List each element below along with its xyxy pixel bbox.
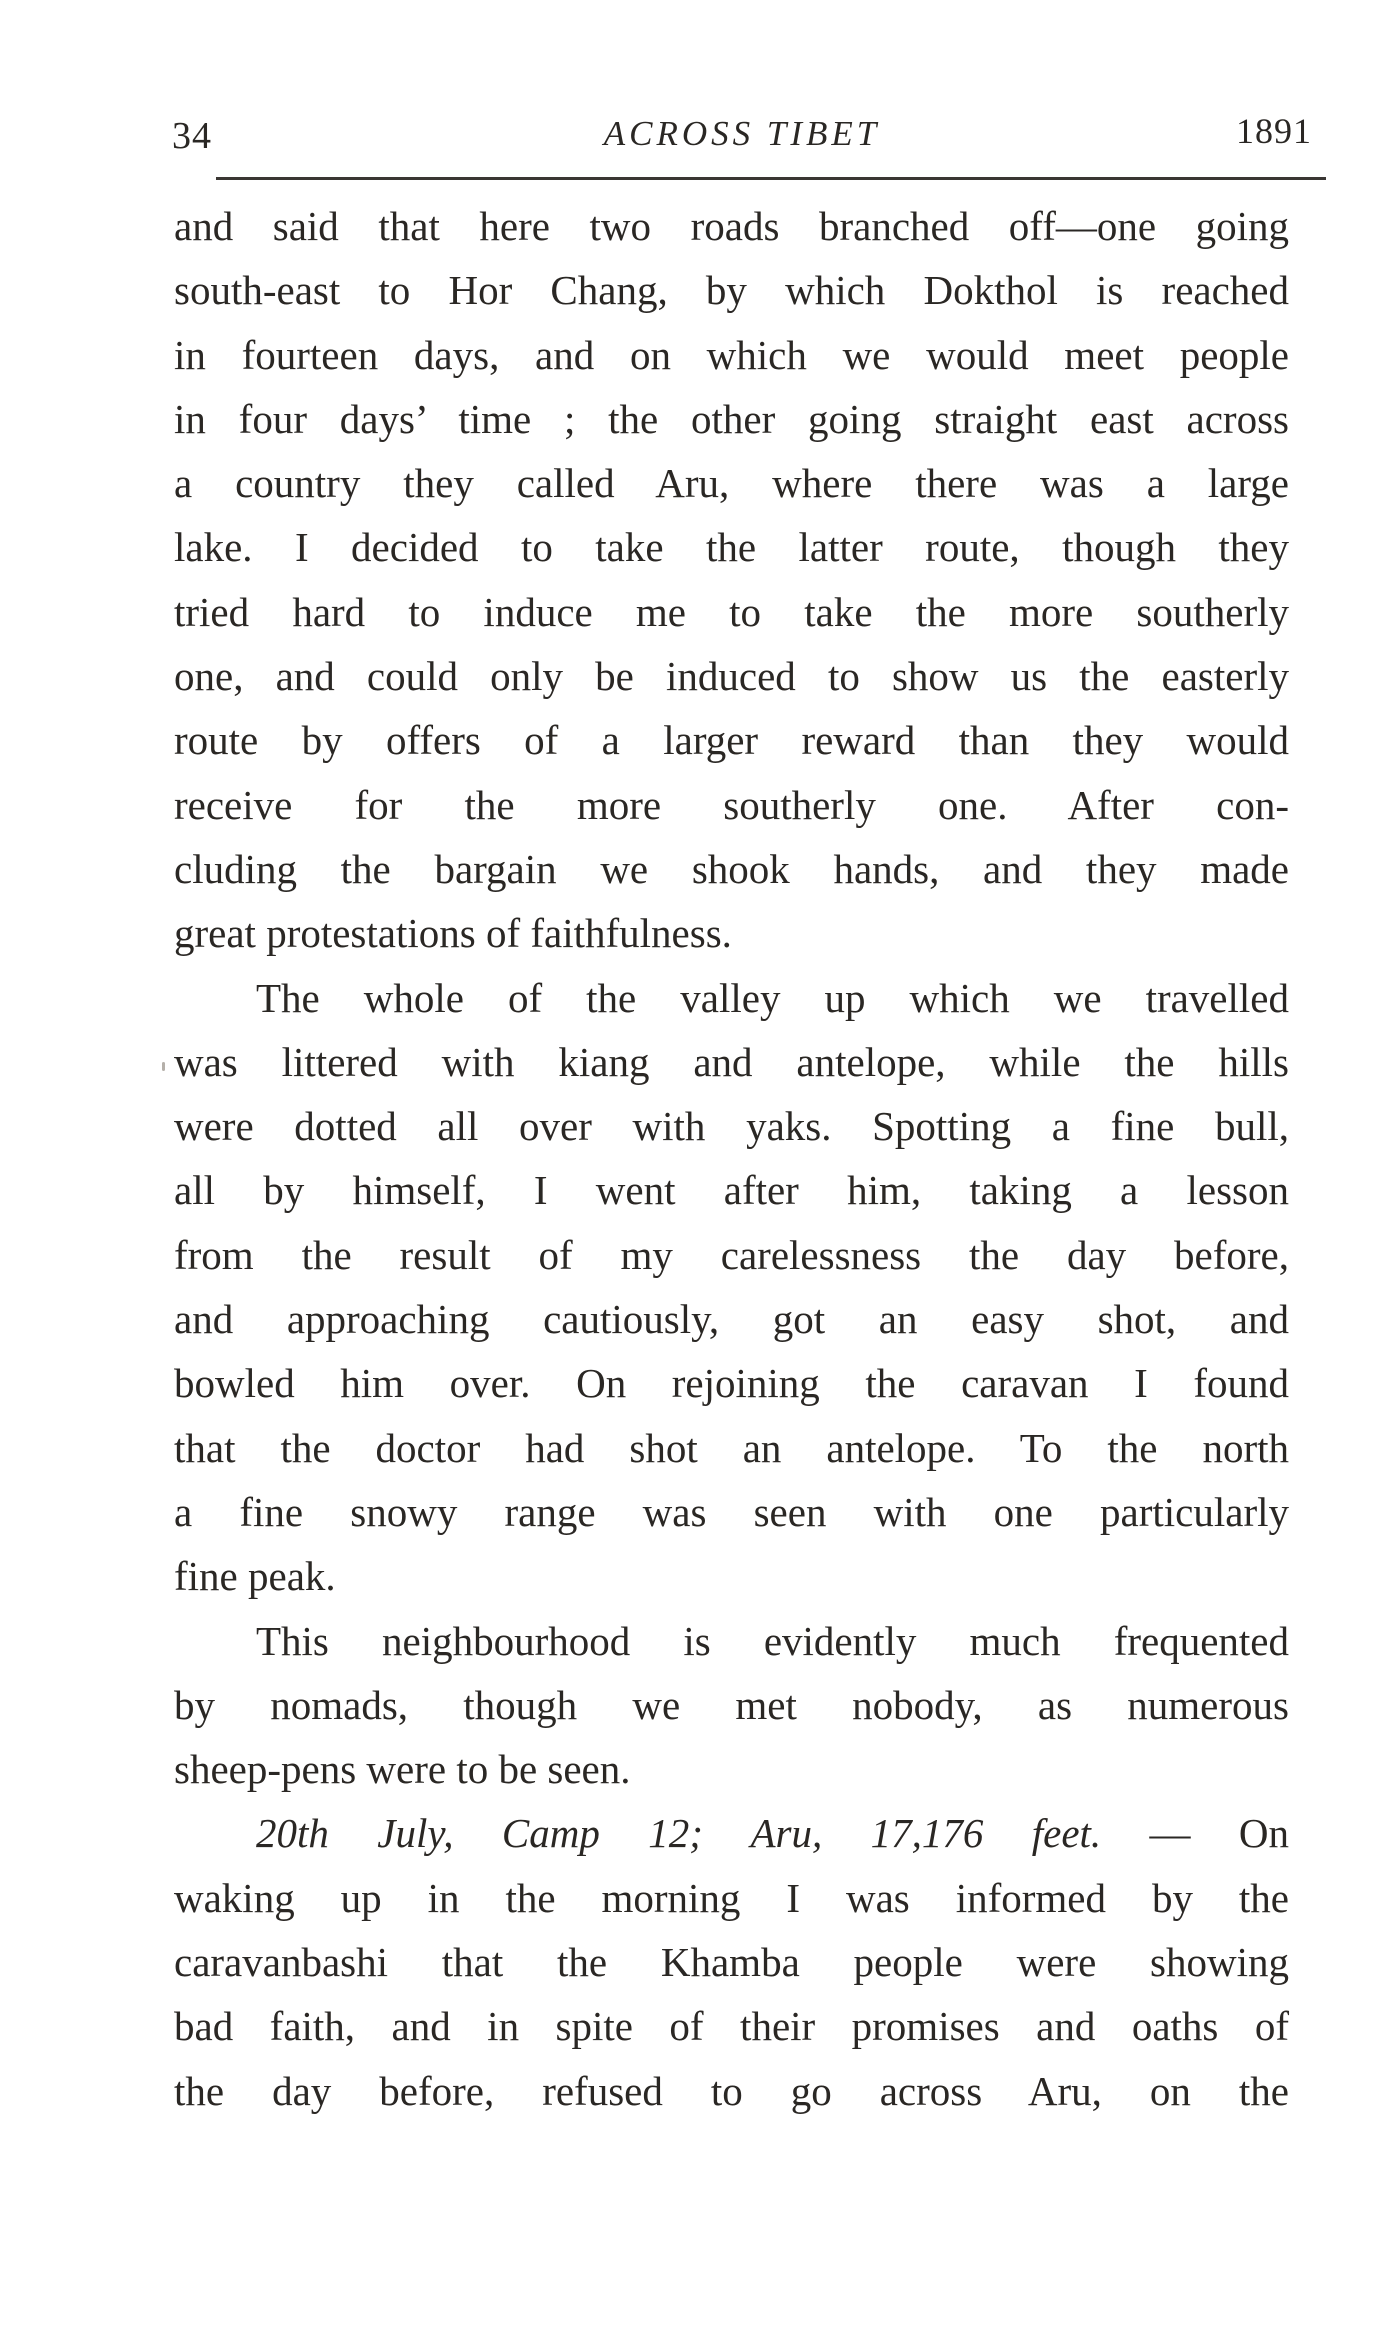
text-line: were dotted all over with yaks. Spotting a fine bull, (174, 1103, 1289, 1150)
text-line: that the doctor had shot an antelope. To the north (174, 1424, 1289, 1471)
text-line: was littered with kiang and antelope, while the hills (174, 1038, 1289, 1085)
text-line: cluding the bargain we shook hands, and they made (174, 845, 1289, 892)
running-title: ACROSS TIBET (603, 114, 881, 153)
text-line: one, and could only be induced to show us the easterly (174, 653, 1289, 700)
journal-dateline: 20th July, Camp 12; Aru, 17,176 feet. (256, 1810, 1102, 1857)
text-line: from the result of my carelessness the day before, (174, 1231, 1289, 1278)
dateline-continuation: — On (1101, 1810, 1289, 1857)
text-line: caravanbashi that the Khamba people were showing (174, 1939, 1289, 1986)
print-speck (162, 1062, 165, 1071)
paragraph-start: This neighbourhood is evidently much frequented (256, 1617, 1289, 1664)
text-line: great protestations of faithfulness. (174, 910, 732, 957)
running-header (172, 108, 1312, 168)
body-text (174, 194, 1289, 2123)
text-line: waking up in the morning I was informed by the (174, 1874, 1289, 1921)
text-line: by nomads, though we met nobody, as numerous (174, 1681, 1289, 1728)
text-line: route by offers of a larger reward than they would (174, 717, 1289, 764)
text-line: all by himself, I went after him, taking a lesson (174, 1167, 1289, 1214)
header-year: 1891 (1236, 111, 1312, 151)
text-line: and said that here two roads branched off—one going (174, 203, 1289, 249)
text-line: tried hard to induce me to take the more southerly (174, 588, 1289, 635)
text-line: bowled him over. On rejoining the caravan I found (174, 1360, 1289, 1407)
text-line: sheep-pens were to be seen. (174, 1746, 631, 1793)
text-line: a fine snowy range was seen with one particularly (174, 1488, 1289, 1535)
text-line: receive for the more southerly one. After con- (174, 781, 1289, 828)
paragraph-start: The whole of the valley up which we travelled (256, 974, 1289, 1021)
text-line: in four days’ time ; the other going straight east across (174, 395, 1289, 442)
text-line: and approaching cautiously, got an easy shot, and (174, 1296, 1289, 1343)
text-line: the day before, refused to go across Aru, on the (174, 2067, 1289, 2114)
text-line: a country they called Aru, where there was a large (174, 460, 1289, 507)
text-line: in fourteen days, and on which we would meet people (174, 331, 1289, 378)
text-line: lake. I decided to take the latter route, though they (174, 524, 1289, 571)
text-line: fine peak. (174, 1553, 336, 1600)
header-rule (216, 177, 1326, 180)
dateline-line (174, 1801, 1289, 1865)
text-line: south-east to Hor Chang, by which Dokthol is reached (174, 267, 1289, 314)
page-number: 34 (172, 115, 212, 157)
text-line: bad faith, and in spite of their promises and oaths of (174, 2003, 1289, 2050)
